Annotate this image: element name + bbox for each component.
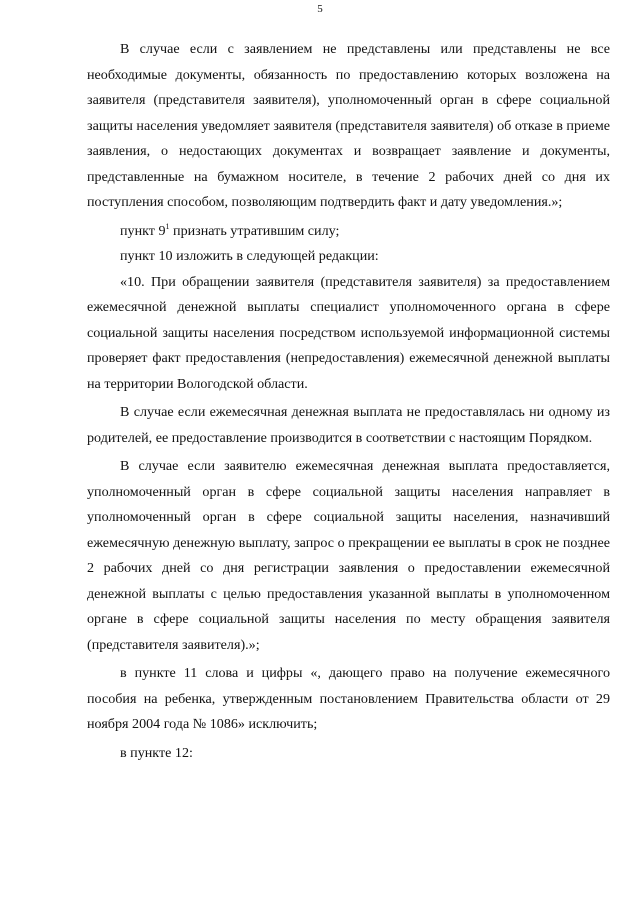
paragraph-item-9-1-repeal (87, 219, 610, 245)
paragraph-item-10-intro: пункт 10 изложить в следующей редакции: (120, 248, 379, 264)
page-number: 5 (317, 3, 323, 15)
document-body (87, 37, 610, 766)
paragraph-item-12: в пункте 12: (120, 744, 193, 761)
paragraph-item-11: в пункте 11 слова и цифры «, дающего право на получение ежемесячного пособия на ребенка, утвержденным постановлением Правительства области от 29 ноября 2004 года № 1086» исключить; (87, 665, 610, 732)
paragraph-provided-case: В случае если заявителю ежемесячная денежная выплата предоставляется, уполномоченный орган в сфере социальной защиты населения направляет в уполномоченный орган в сфере социальной защиты населения, назначивший ежемесячную денежную выплату, запрос о прекращении ее выплаты в срок не позднее 2 рабочих дней со дня регистрации заявления о предоставлении ежемесячной денежной выплаты с целью предоставления указанной выплаты в уполномоченном органе в сфере социальной защиты населения по месту обращения заявителя (представителя заявителя).»; (87, 458, 610, 653)
item-9-rest: признать утратившим силу; (169, 222, 340, 239)
item-9-text: пункт 9 (120, 222, 166, 239)
paragraph-item-10-text: «10. При обращении заявителя (представителя заявителя) за предоставлением ежемесячной денежной выплаты специалист уполномоченного органа в сфере социальной защиты населения посредством используемой информационной системы проверяет факт предоставления (непредоставления) ежемесячной денежной выплаты на территории Вологодской области. (87, 273, 610, 392)
item-9-superscript: 1 (165, 221, 170, 231)
paragraph-not-provided-case: В случае если ежемесячная денежная выплата не предоставлялась ни одному из родителей, ее предоставление производится в соответствии с настоящим Порядком. (87, 404, 610, 446)
paragraph-refusal-notice: В случае если с заявлением не представлены или представлены не все необходимые документы, обязанность по предоставлению которых возложена на заявителя (представителя заявителя), уполномоченный орган в сфере социальной защиты населения уведомляет заявителя (представителя заявителя) об отказе в приеме заявления, о недостающих документах и возвращает заявление и документы, представленные на бумажном носителе, в течение 2 рабочих дней со дня их поступления способом, позволяющим подтвердить факт и дату уведомления.»; (87, 41, 610, 210)
